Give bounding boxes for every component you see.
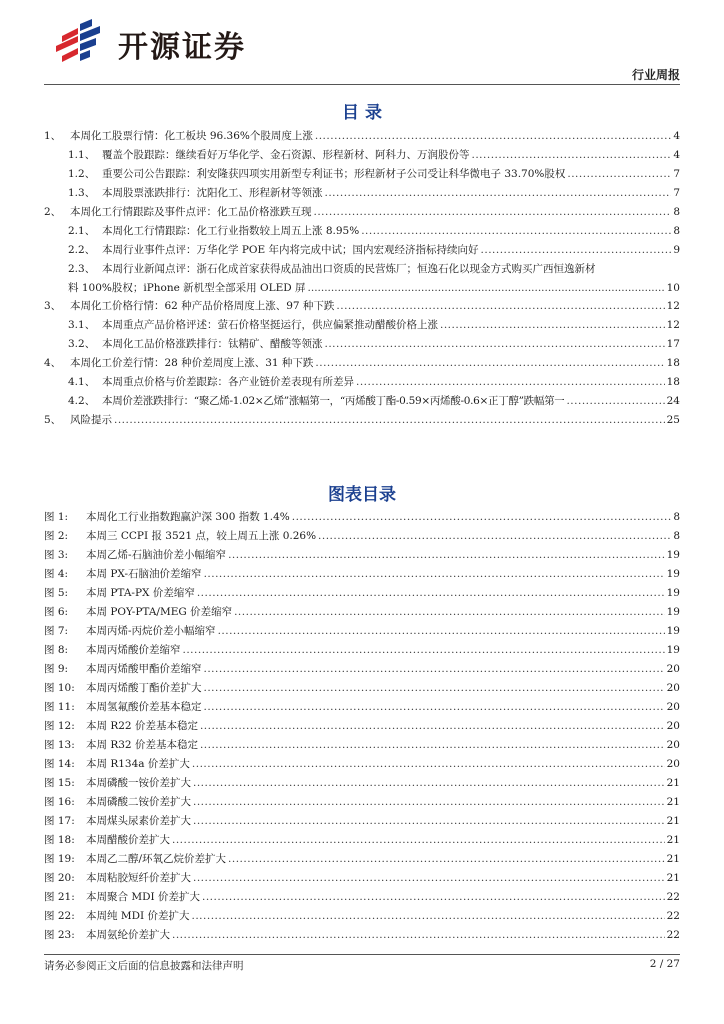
figures-title: 图表目录 (328, 485, 396, 505)
toc-entry[interactable]: 4.2、 本周价差涨跌排行：“聚乙烯-1.02×乙烯”涨幅第一，“丙烯酸丁酯-0.59×丙烯酸-0.6×正丁醇”跌幅第一 ..... 24 (44, 392, 680, 411)
toc-entry[interactable]: 1.1、 覆盖个股跟踪：继续看好万华化学、金石资源、形程新材、阿科力、万润股份等 ..... 4 (44, 146, 680, 165)
footer-disclaimer: 请务必参阅正文后面的信息披露和法律声明 (44, 960, 244, 972)
toc-entry[interactable]: 5、 风险提示 ..... 25 (44, 411, 680, 430)
toc-entry[interactable]: 4.1、 本周重点价格与价差跟踪：各产业链价差表现有所差异 ..... 18 (44, 373, 680, 392)
figure-entry[interactable]: 图 18: 本周醋酸价差扩大 ..... 21 (44, 831, 680, 850)
toc-list (44, 127, 680, 430)
figure-entry[interactable]: 图 9: 本周丙烯酸甲酯价差缩窄 ..... 20 (44, 660, 680, 679)
figure-entry[interactable]: 图 10: 本周丙烯酸丁酯价差扩大 ..... 20 (44, 679, 680, 698)
toc-entry[interactable]: 1、 本周化工股票行情：化工板块 96.36%个股周度上涨 ..... 4 (44, 127, 680, 146)
figure-entry[interactable]: 图 6: 本周 POY-PTA/MEG 价差缩窄 ..... 19 (44, 603, 680, 622)
figure-entry[interactable]: 图 5: 本周 PTA-PX 价差缩窄 ..... 19 (44, 584, 680, 603)
figure-entry[interactable]: 图 13: 本周 R32 价差基本稳定 ..... 20 (44, 736, 680, 755)
page-number: 2 / 27 (649, 958, 680, 970)
toc-entry[interactable]: 3.2、 本周化工品价格涨跌排行：钛精矿、醋酸等领涨 ..... 17 (44, 335, 680, 354)
figures-list (44, 508, 680, 945)
figure-entry[interactable]: 图 7: 本周丙烯-丙烷价差小幅缩窄 ..... 19 (44, 622, 680, 641)
toc-entry[interactable]: 2、 本周化工行情跟踪及事件点评：化工品价格涨跌互现 ..... 8 (44, 203, 680, 222)
figure-entry[interactable]: 图 19: 本周乙二醇/环氧乙烷价差扩大 ..... 21 (44, 850, 680, 869)
figure-entry[interactable]: 图 15: 本周磷酸一铵价差扩大 ..... 21 (44, 774, 680, 793)
toc-entry[interactable]: 2.1、 本周化工行情跟踪：化工行业指数较上周五上涨 8.95% ..... 8 (44, 222, 680, 241)
figure-entry[interactable]: 图 20: 本周粘胶短纤价差扩大 ..... 21 (44, 869, 680, 888)
toc-entry[interactable]: 1.3、 本周股票涨跌排行：沈阳化工、形程新材等领涨 ..... 7 (44, 184, 680, 203)
figure-entry[interactable]: 图 14: 本周 R134a 价差扩大 ..... 20 (44, 755, 680, 774)
logo-mark-icon (44, 18, 114, 66)
figure-entry[interactable]: 图 3: 本周乙烯-石脑油价差小幅缩窄 ..... 19 (44, 546, 680, 565)
figure-entry[interactable]: 图 4: 本周 PX-石脑油价差缩窄 ..... 19 (44, 565, 680, 584)
footer-divider (44, 954, 680, 955)
header-divider (44, 84, 680, 85)
toc-entry[interactable]: 2.2、 本周行业事件点评：万华化学 POE 年内将完成中试；国内宏观经济指标持续向好 ..... 9 (44, 241, 680, 260)
toc-title: 目 录 (342, 103, 382, 123)
figure-entry[interactable]: 图 8: 本周丙烯酸价差缩窄 ..... 19 (44, 641, 680, 660)
toc-entry[interactable]: 2.3、 本周行业新闻点评：浙石化成首家获得成品油出口资质的民营炼厂；恒逸石化以现金方式购买广西恒逸新材 料 100%股权；iPhone 新机型全部采用 OLED 屏 ..... 10 (44, 260, 680, 297)
figure-entry[interactable]: 图 12: 本周 R22 价差基本稳定 ..... 20 (44, 717, 680, 736)
toc-entry[interactable]: 3、 本周化工价格行情：62 种产品价格周度上涨、97 种下跌 ..... 12 (44, 297, 680, 316)
figure-entry[interactable]: 图 1: 本周化工行业指数跑赢沪深 300 指数 1.4% ..... 8 (44, 508, 680, 527)
figure-entry[interactable]: 图 17: 本周煤头尿素价差扩大 ..... 21 (44, 812, 680, 831)
figure-entry[interactable]: 图 16: 本周磷酸二铵价差扩大 ..... 21 (44, 793, 680, 812)
toc-entry[interactable]: 1.2、 重要公司公告跟踪：利安隆获四项实用新型专利证书；形程新材子公司受让科华微电子 33.70%股权 ..... 7 (44, 165, 680, 184)
figure-entry[interactable]: 图 2: 本周三 CCPI 报 3521 点，较上周五上涨 0.26% ..... 8 (44, 527, 680, 546)
document-type: 行业周报 (631, 68, 680, 82)
toc-entry[interactable]: 4、 本周化工价差行情：28 种价差周度上涨、31 种下跌 ..... 18 (44, 354, 680, 373)
toc-entry[interactable]: 3.1、 本周重点产品价格评述：萤石价格坚挺运行，供应偏紧推动醋酸价格上涨 ..... 12 (44, 316, 680, 335)
figure-entry[interactable]: 图 21: 本周聚合 MDI 价差扩大 ..... 22 (44, 888, 680, 907)
company-name: 开源证券 (118, 30, 246, 65)
figure-entry[interactable]: 图 23: 本周氨纶价差扩大 ..... 22 (44, 926, 680, 945)
figure-entry[interactable]: 图 22: 本周纯 MDI 价差扩大 ..... 22 (44, 907, 680, 926)
figure-entry[interactable]: 图 11: 本周氢氟酸价差基本稳定 ..... 20 (44, 698, 680, 717)
